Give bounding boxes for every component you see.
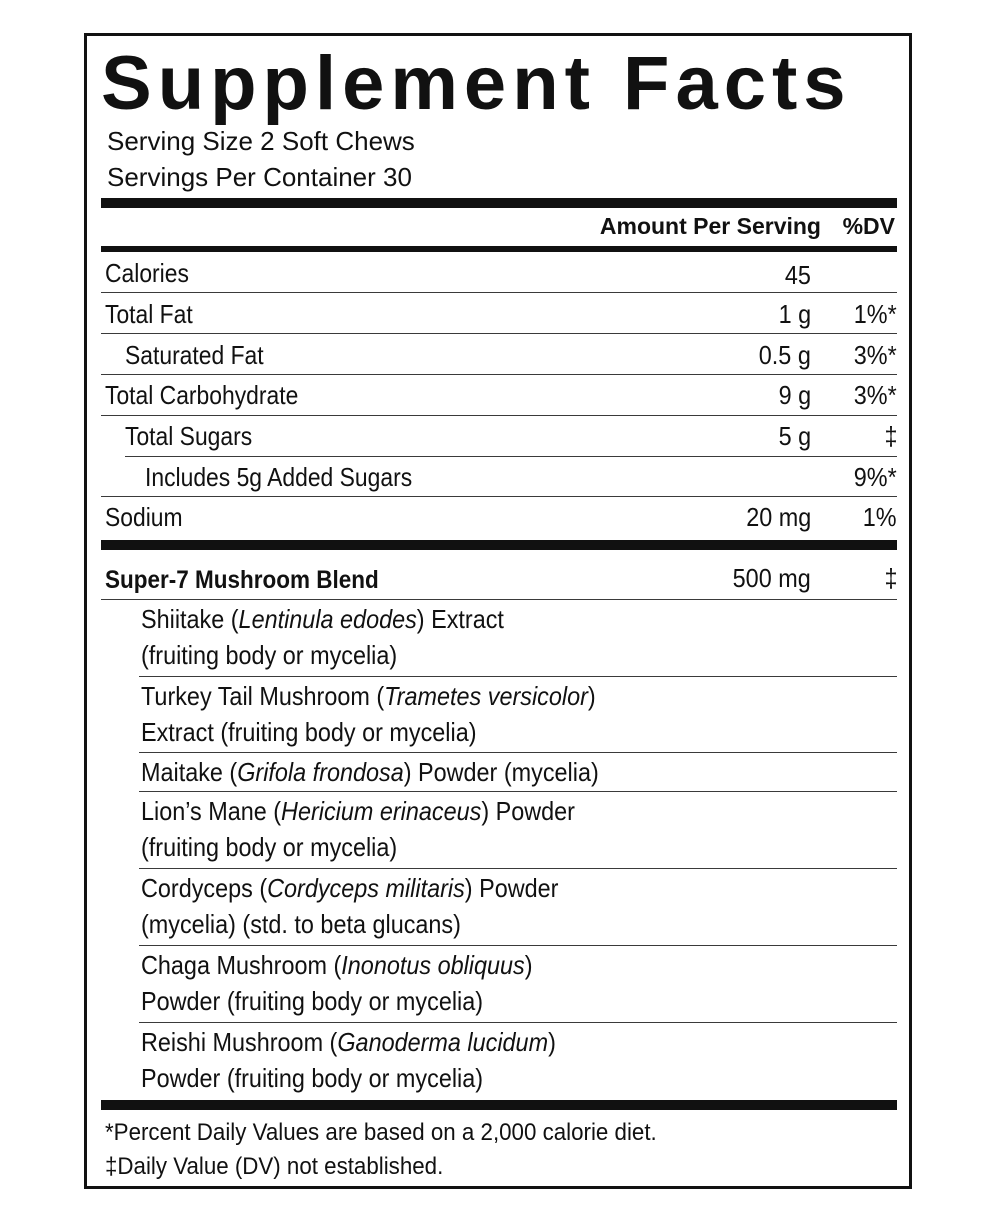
footnote-percent-dv: *Percent Daily Values are based on a 2,000 calorie diet. [105, 1119, 657, 1146]
ingredient-text: ) [587, 681, 596, 711]
row-divider [139, 752, 897, 753]
row-divider [101, 415, 897, 416]
row-divider [139, 1022, 897, 1023]
ingredient-text: Cordyceps ( [141, 873, 268, 903]
nutrient-amount: 5 g [778, 421, 811, 451]
thick-divider-middle [101, 540, 897, 550]
ingredient-latin-name: Inonotus obliquus [341, 950, 525, 980]
footnote-dv-not-established: ‡Daily Value (DV) not established. [105, 1153, 444, 1180]
ingredient-turkey-tail [141, 678, 699, 750]
medium-divider [101, 246, 897, 252]
ingredient-latin-name: Hericium erinaceus [281, 796, 482, 826]
ingredient-text: Chaga Mushroom ( [141, 950, 342, 980]
ingredient-latin-name: Lentinula edodes [238, 604, 417, 634]
ingredient-text: ) Powder (mycelia) [403, 757, 599, 787]
row-divider [125, 456, 897, 457]
nutrient-dv: 1%* [854, 299, 897, 329]
nutrient-dv: 9%* [854, 462, 897, 492]
nutrient-name: Total Fat [105, 299, 193, 329]
thick-divider-bottom [101, 1100, 897, 1110]
ingredient-text: (fruiting body or mycelia) [141, 640, 398, 670]
nutrient-dv: 3%* [854, 340, 897, 370]
ingredient-text: ) [548, 1027, 556, 1057]
row-divider [139, 868, 897, 869]
row-divider [139, 791, 897, 792]
nutrient-amount: 45 [784, 260, 811, 290]
ingredient-text: (mycelia) (std. to beta glucans) [141, 909, 461, 939]
nutrient-name: Total Sugars [125, 421, 253, 451]
nutrient-amount: 9 g [778, 380, 811, 410]
ingredient-latin-name: Grifola frondosa [237, 757, 404, 787]
ingredient-chaga [141, 947, 699, 1019]
nutrient-name: Total Carbohydrate [105, 380, 299, 410]
nutrient-name: Saturated Fat [125, 340, 264, 370]
row-divider [101, 374, 897, 375]
ingredient-text: Reishi Mushroom ( [141, 1027, 338, 1057]
nutrient-name: Calories [105, 258, 189, 288]
ingredient-latin-name: Trametes versicolor [384, 681, 588, 711]
ingredient-latin-name: Ganoderma lucidum [337, 1027, 549, 1057]
row-divider [101, 333, 897, 334]
thick-divider-top [101, 198, 897, 208]
row-divider [101, 599, 897, 600]
ingredient-text: Maitake ( [141, 757, 238, 787]
row-divider [139, 676, 897, 677]
ingredient-maitake [141, 754, 699, 790]
ingredient-shiitake [141, 601, 699, 673]
nutrient-name: Sodium [105, 502, 183, 532]
blend-dv: ‡ [883, 563, 897, 593]
row-divider [101, 292, 897, 293]
row-divider [101, 496, 897, 497]
ingredient-text: ) Powder [481, 796, 575, 826]
ingredient-cordyceps [141, 870, 699, 942]
ingredient-text: Lion’s Mane ( [141, 796, 282, 826]
nutrient-dv: 1% [863, 502, 897, 532]
ingredient-text: ) Extract [416, 604, 504, 634]
amount-per-serving-header: Amount Per Serving [599, 213, 821, 239]
nutrient-amount: 20 mg [745, 502, 811, 532]
ingredient-text: Powder (fruiting body or mycelia) [141, 1063, 484, 1093]
panel-title: Supplement Facts [101, 41, 852, 126]
nutrient-dv: 3%* [854, 380, 897, 410]
servings-per-container: Servings Per Container 30 [107, 162, 412, 192]
ingredient-text: Turkey Tail Mushroom ( [141, 681, 385, 711]
blend-name: Super-7 Mushroom Blend [105, 566, 379, 594]
ingredient-reishi [141, 1024, 699, 1096]
nutrient-dv: ‡ [883, 421, 897, 451]
supplement-facts-panel [84, 33, 912, 1189]
ingredient-text: ) [524, 950, 533, 980]
ingredient-text: (fruiting body or mycelia) [141, 832, 398, 862]
dv-header: %DV [842, 213, 895, 239]
ingredient-text: Powder (fruiting body or mycelia) [141, 986, 484, 1016]
ingredient-text: ) Powder [464, 873, 559, 903]
blend-amount: 500 mg [732, 563, 811, 593]
nutrient-amount: 1 g [778, 299, 811, 329]
ingredient-lions-mane [141, 793, 699, 865]
ingredient-text: Extract (fruiting body or mycelia) [141, 717, 477, 747]
ingredient-text: Shiitake ( [141, 604, 239, 634]
nutrient-name: Includes 5g Added Sugars [145, 462, 413, 492]
row-divider [139, 945, 897, 946]
serving-size: Serving Size 2 Soft Chews [107, 126, 415, 156]
ingredient-latin-name: Cordyceps militaris [267, 873, 465, 903]
nutrient-amount: 0.5 g [758, 340, 811, 370]
